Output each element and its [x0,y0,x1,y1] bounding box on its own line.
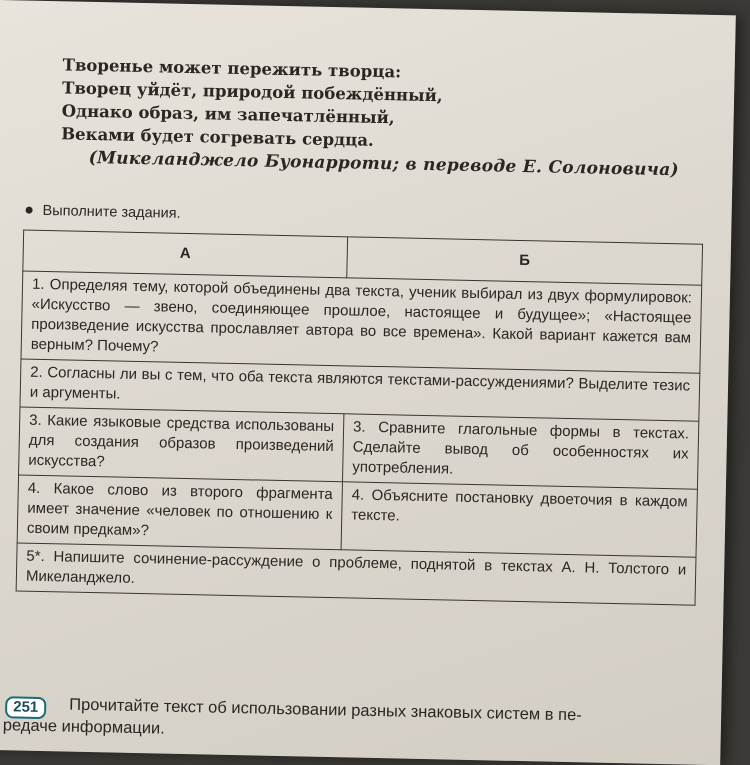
poem-line: Веками будет согревать сердца. [61,124,374,150]
task-3a-cell [19,407,344,482]
task-2-text: 2. Согласны ли вы с тем, что оба текста являются текстами-рассуждениями? Выделите тезис и аргументы. [29,363,691,403]
next-exercise-text: Прочитайте текст об использовании разных знаковых систем в пе- [69,695,582,725]
table-row [21,271,702,373]
tasks-intro [25,203,180,222]
tasks-table [16,230,703,606]
exercise-number-badge: 251 [5,696,46,719]
task-3a-text: 3. Какие языковые средства использованы для создания образов произведений искусства? [28,411,335,471]
task-1-cell [21,271,702,373]
next-exercise-text-continued: редаче информации. [2,716,166,738]
poem-attribution: (Микеланджело Буонарроти; в переводе Е. Солоновича) [88,147,680,181]
column-header-b: Б [347,237,703,285]
task-1-text: 1. Определяя тему, которой объединены два текста, ученик выбирал из двух формулировок: «Искусство — звено, соединяющее прошлое, настоящее и будущее»; «Настоящее произведение искусства прославляет автора во все времена». Какой вариант кажется вам верным? Почему? [30,275,693,356]
poem-line: Творец уйдёт, природой побеждённый, [61,78,443,106]
poem [61,53,443,153]
task-4a-cell [17,475,342,550]
task-4a-text: 4. Какое слово из второго фрагмента имеет значение «человек по отношению к своим предкам»? [26,479,333,540]
task-5-text: 5*. Напишите сочинение-рассуждение о проблеме, поднятой в текстах А. Н. Толстого и Микеланджело. [25,547,687,587]
poem-line: Творенье может пережить творца: [62,55,402,82]
task-4b-cell [341,482,697,557]
column-header-a: А [23,230,348,278]
task-4b-text: 4. Объясните постановку двоеточия в каждом тексте. [351,486,688,525]
task-3b-cell [342,414,698,489]
poem-line: Однако образ, им запечатлённый, [61,101,395,128]
bullet-icon [26,206,33,213]
task-3b-text: 3. Сравните глагольные формы в текстах. Сделайте вывод об особенностях их употребления. [352,418,690,478]
tasks-intro-text: Выполните задания. [42,202,181,222]
